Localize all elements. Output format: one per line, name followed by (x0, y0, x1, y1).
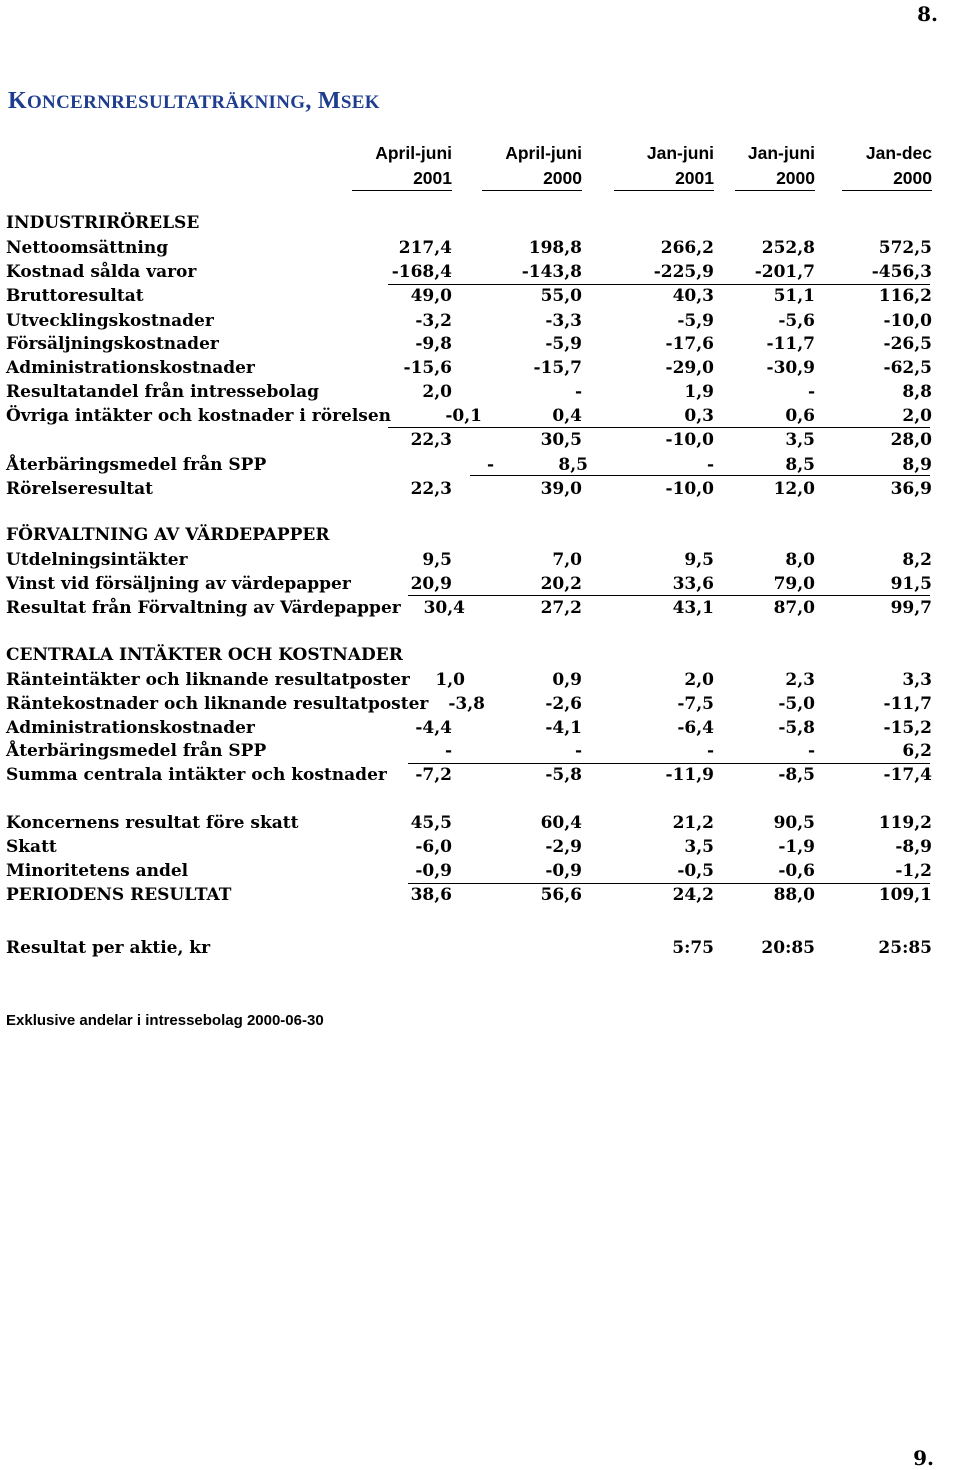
row-value: -10,0 (665, 430, 714, 450)
row-label: Ränteintäkter och liknande resultatposter (6, 670, 410, 690)
table-row (0, 813, 960, 835)
row-value: 8,8 (902, 382, 932, 402)
page-title (8, 88, 380, 115)
row-value: 266,2 (660, 238, 714, 258)
table-row (0, 358, 960, 380)
row-value: 8,9 (902, 455, 932, 475)
row-value: 8,5 (558, 455, 588, 475)
row-value: -2,6 (545, 694, 582, 714)
col-header-period: April-juni (375, 143, 452, 163)
row-value: -17,6 (665, 334, 714, 354)
row-value: 25:85 (878, 938, 932, 958)
table-row (0, 479, 960, 501)
row-value: 2,0 (684, 670, 714, 690)
row-value: 572,5 (878, 238, 932, 258)
row-value: -11,7 (766, 334, 815, 354)
row-value: 3,5 (785, 430, 815, 450)
row-label: Försäljningskostnader (6, 334, 219, 354)
row-value: 51,1 (773, 286, 815, 306)
row-value: -29,0 (665, 358, 714, 378)
footnote: Exklusive andelar i intressebolag 2000-06-30 (6, 1012, 324, 1029)
subtotal-rule (408, 883, 930, 884)
row-value: -0,9 (415, 861, 452, 881)
row-value: -3,8 (448, 694, 485, 714)
table-row (0, 334, 960, 356)
row-value: 0,3 (684, 406, 714, 426)
table-row (0, 406, 960, 428)
title-unit-initial: M (317, 88, 341, 114)
row-value: 21,2 (672, 813, 714, 833)
row-value: 20:85 (761, 938, 815, 958)
subtotal-rule (388, 427, 930, 428)
row-value: 79,0 (773, 574, 815, 594)
table-row (0, 238, 960, 260)
row-value: 99,7 (890, 598, 932, 618)
table-row (0, 598, 960, 620)
row-label: Övriga intäkter och kostnader i rörelsen (6, 406, 392, 426)
row-value: 0,9 (552, 670, 582, 690)
row-value: 39,0 (540, 479, 582, 499)
row-value: 3,3 (902, 670, 932, 690)
row-label: Summa centrala intäkter och kostnader (6, 765, 387, 785)
table-row (0, 455, 960, 477)
row-value: - (706, 455, 714, 475)
row-value: -2,9 (545, 837, 582, 857)
row-value: -5,8 (778, 718, 815, 738)
row-label: Bruttoresultat (6, 286, 144, 306)
row-value: -17,4 (883, 765, 932, 785)
section-heading-forvaltning: FÖRVALTNING AV VÄRDEPAPPER (6, 525, 330, 545)
row-value: -225,9 (653, 262, 714, 282)
row-label: Utdelningsintäkter (6, 550, 188, 570)
row-value: 2,0 (422, 382, 452, 402)
row-label: Återbäringsmedel från SPP (6, 455, 267, 475)
row-label: Koncernens resultat före skatt (6, 813, 299, 833)
row-value: -26,5 (883, 334, 932, 354)
row-value: 3,5 (684, 837, 714, 857)
row-value: 2,0 (902, 406, 932, 426)
row-value: 109,1 (878, 885, 932, 905)
row-value: -10,0 (665, 479, 714, 499)
row-value: -3,2 (415, 311, 452, 331)
row-value: 33,6 (672, 574, 714, 594)
row-value: 0,6 (785, 406, 815, 426)
table-row (0, 670, 960, 692)
row-value: -8,9 (895, 837, 932, 857)
row-value: 45,5 (410, 813, 452, 833)
row-value: -456,3 (871, 262, 932, 282)
row-value: 8,2 (902, 550, 932, 570)
row-value: 55,0 (540, 286, 582, 306)
col-header-period: Jan-juni (646, 143, 714, 163)
row-label: Räntekostnader och liknande resultatposter (6, 694, 429, 714)
row-value: 30,5 (540, 430, 582, 450)
row-value: 1,9 (684, 382, 714, 402)
row-value: - (444, 741, 452, 761)
table-row (0, 311, 960, 333)
row-label: Vinst vid försäljning av värdepapper (6, 574, 351, 594)
row-label: Återbäringsmedel från SPP (6, 741, 267, 761)
col-header-year: 2000 (842, 168, 932, 191)
row-value: 40,3 (672, 286, 714, 306)
row-value: -168,4 (391, 262, 452, 282)
row-label: PERIODENS RESULTAT (6, 885, 232, 905)
table-row (0, 550, 960, 572)
table-row (0, 885, 960, 907)
page-number-bottom: 9. (913, 1446, 934, 1470)
row-value: 8,0 (785, 550, 815, 570)
row-value: -4,4 (415, 718, 452, 738)
row-value: -201,7 (754, 262, 815, 282)
section-heading-centrala: CENTRALA INTÄKTER OCH KOSTNADER (6, 645, 403, 665)
table-row (0, 574, 960, 596)
row-value: -6,0 (415, 837, 452, 857)
page-number-top: 8. (917, 2, 938, 26)
row-value: 91,5 (890, 574, 932, 594)
table-row (0, 861, 960, 883)
row-value: -1,2 (895, 861, 932, 881)
title-separator: , (305, 88, 318, 114)
row-value: -30,9 (766, 358, 815, 378)
col-header-year: 2001 (352, 168, 452, 191)
col-header-period: Jan-dec (865, 143, 932, 163)
row-value: 5:75 (672, 938, 714, 958)
row-value: 198,8 (528, 238, 582, 258)
section-heading-industri: INDUSTRIRÖRELSE (6, 213, 200, 233)
row-value: -7,5 (677, 694, 714, 714)
row-value: -5,9 (545, 334, 582, 354)
column-header-years (0, 168, 960, 190)
row-label: Resultat per aktie, kr (6, 938, 211, 958)
row-label: Nettoomsättning (6, 238, 169, 258)
table-row (0, 694, 960, 716)
row-value: 12,0 (773, 479, 815, 499)
row-value: 56,6 (540, 885, 582, 905)
row-value: 22,3 (410, 430, 452, 450)
row-value: -0,6 (778, 861, 815, 881)
table-row (0, 430, 960, 452)
row-value: -4,1 (545, 718, 582, 738)
row-value: -11,9 (665, 765, 714, 785)
row-value: 43,1 (672, 598, 714, 618)
row-value: -10,0 (883, 311, 932, 331)
row-label: Utvecklingskostnader (6, 311, 214, 331)
subtotal-rule (388, 284, 930, 285)
row-label: Minoritetens andel (6, 861, 189, 881)
row-label: Skatt (6, 837, 57, 857)
row-value: -11,7 (883, 694, 932, 714)
row-value: 119,2 (878, 813, 932, 833)
row-value: 22,3 (410, 479, 452, 499)
row-value: 9,5 (422, 550, 452, 570)
col-header-year: 2001 (614, 168, 714, 191)
row-value: -15,7 (533, 358, 582, 378)
row-value: 49,0 (410, 286, 452, 306)
row-value: 36,9 (890, 479, 932, 499)
subtotal-rule (408, 763, 930, 764)
row-value: -0,1 (445, 406, 482, 426)
row-value: -0,5 (677, 861, 714, 881)
row-value: -5,0 (778, 694, 815, 714)
table-row (0, 765, 960, 787)
row-value: - (807, 382, 815, 402)
table-row (0, 837, 960, 859)
row-value: 1,0 (435, 670, 465, 690)
row-value: 60,4 (540, 813, 582, 833)
row-value: - (574, 382, 582, 402)
col-header-period: Jan-juni (747, 143, 815, 163)
row-value: -5,6 (778, 311, 815, 331)
row-value: -9,8 (415, 334, 452, 354)
row-value: 0,4 (552, 406, 582, 426)
row-value: - (807, 741, 815, 761)
row-value: 87,0 (773, 598, 815, 618)
row-value: 217,4 (398, 238, 452, 258)
col-header-period: April-juni (505, 143, 582, 163)
row-label: Rörelseresultat (6, 479, 153, 499)
row-value: -5,8 (545, 765, 582, 785)
table-row (0, 741, 960, 763)
row-label: Administrationskostnader (6, 718, 255, 738)
table-row (0, 718, 960, 740)
row-value: 30,4 (423, 598, 465, 618)
row-value: 24,2 (672, 885, 714, 905)
row-value: 20,9 (410, 574, 452, 594)
row-label: Resultat från Förvaltning av Värdepapper (6, 598, 401, 618)
column-header-periods (0, 143, 960, 165)
row-value: -5,9 (677, 311, 714, 331)
row-value: 9,5 (684, 550, 714, 570)
row-label: Administrationskostnader (6, 358, 255, 378)
row-value: -15,2 (883, 718, 932, 738)
table-row (0, 262, 960, 284)
title-initial: K (8, 88, 27, 114)
row-value: -15,6 (403, 358, 452, 378)
col-header-year: 2000 (735, 168, 815, 191)
row-value: -8,5 (778, 765, 815, 785)
row-value: 28,0 (890, 430, 932, 450)
row-value: 252,8 (761, 238, 815, 258)
subtotal-rule (470, 475, 930, 476)
row-value: 8,5 (785, 455, 815, 475)
row-value: -143,8 (521, 262, 582, 282)
row-value: -7,2 (415, 765, 452, 785)
row-label: Kostnad sålda varor (6, 262, 197, 282)
row-value: -0,9 (545, 861, 582, 881)
title-unit: SEK (340, 92, 380, 113)
row-value: 116,2 (878, 286, 932, 306)
col-header-year: 2000 (482, 168, 582, 191)
row-value: 88,0 (773, 885, 815, 905)
title-part: ONCERNRESULTATRÄKNING (26, 92, 306, 113)
row-value: -3,3 (545, 311, 582, 331)
row-value: - (706, 741, 714, 761)
row-value: 7,0 (552, 550, 582, 570)
table-row (0, 382, 960, 404)
row-value: 20,2 (540, 574, 582, 594)
row-value: 6,2 (902, 741, 932, 761)
table-row (0, 286, 960, 308)
row-value: 27,2 (540, 598, 582, 618)
row-value: -1,9 (778, 837, 815, 857)
row-value: 38,6 (410, 885, 452, 905)
row-value: -6,4 (677, 718, 714, 738)
row-value: - (574, 741, 582, 761)
row-label: Resultatandel från intressebolag (6, 382, 320, 402)
row-value: 2,3 (785, 670, 815, 690)
row-value: - (486, 455, 494, 475)
table-row (0, 938, 960, 960)
subtotal-rule (408, 595, 930, 596)
row-value: 90,5 (773, 813, 815, 833)
row-value: -62,5 (883, 358, 932, 378)
